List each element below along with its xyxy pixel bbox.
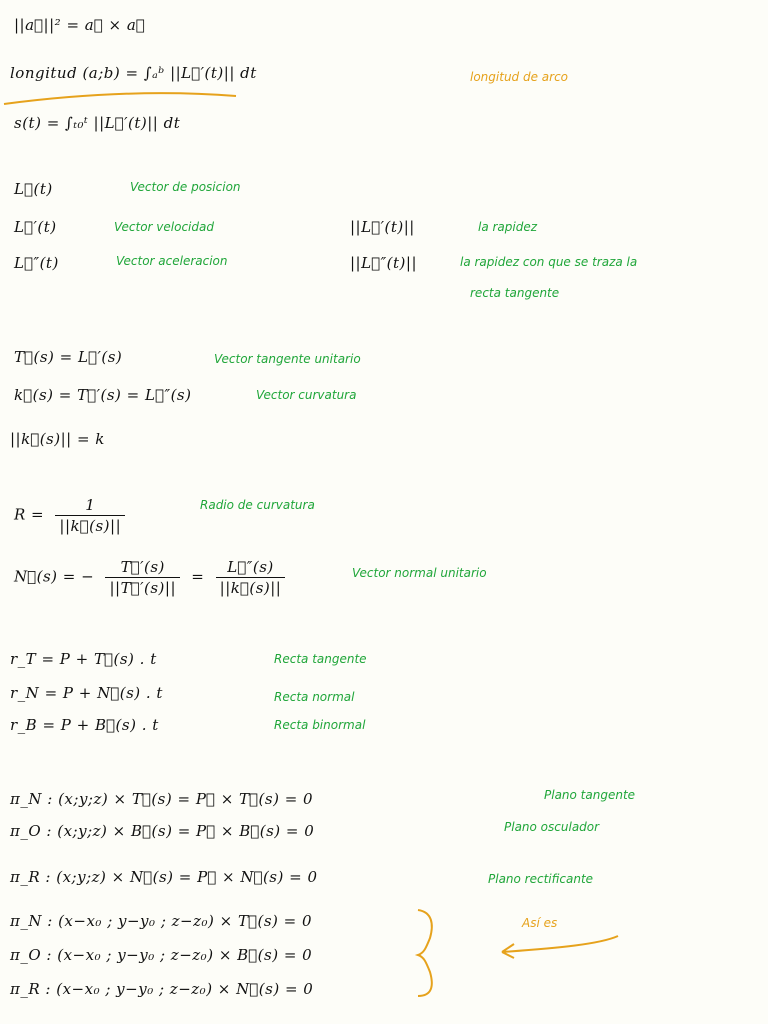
osculating-plane-formula: π_O : (x;y;z) × B⃗(s) = P⃗ × B⃗(s) = 0 [10,822,315,840]
orange-brace [418,910,432,996]
radius-note: Radio de curvatura [200,498,315,512]
unit-normal-eq: = [191,567,205,586]
radius-denominator: ||k⃗(s)|| [55,515,125,535]
speed-note: la rapidez [478,220,538,234]
normal-line-note: Recta normal [274,690,355,704]
acceleration-vector: L⃗″(t) [14,254,59,272]
unit-normal-den-1: ||T⃗′(s)|| [105,577,180,597]
arc-length-formula: longitud (a;b) = ∫ₐᵇ ||L⃗′(t)|| dt [10,64,257,82]
velocity-vector: L⃗′(t) [14,218,57,236]
acceleration-vector-note: Vector aceleracion [116,254,228,268]
unit-tangent-formula: T⃗(s) = L⃗′(s) [14,348,123,366]
curvature-norm-formula: ||k⃗(s)|| = k [10,430,105,448]
normal-plane-point-formula: π_N : (x−x₀ ; y−y₀ ; z−z₀) × T⃗(s) = 0 [10,912,313,930]
tangent-plane-note: Plano tangente [544,788,636,802]
rectifying-plane-point-formula: π_R : (x−x₀ ; y−y₀ ; z−z₀) × N⃗(s) = 0 [10,980,314,998]
asi-es-note: Así es [522,916,558,930]
arc-length-function-formula: s(t) = ∫ₜ₀ᵗ ||L⃗′(t)|| dt [14,114,181,132]
speed-norm: ||L⃗′(t)|| [350,218,415,236]
unit-normal-fraction-2 [216,558,286,597]
orange-arrow [502,936,618,958]
arc-length-note: longitud de arco [470,70,569,84]
rectifying-plane-note: Plano rectificante [488,872,594,886]
acceleration-norm: ||L⃗″(t)|| [350,254,418,272]
rectifying-plane-formula: π_R : (x;y;z) × N⃗(s) = P⃗ × N⃗(s) = 0 [10,868,318,886]
radius-formula [14,496,131,535]
unit-normal-lhs: N⃗(s) = − [14,567,95,586]
unit-normal-den-2: ||k⃗(s)|| [216,577,286,597]
tangent-line-formula: r_T = P + T⃗(s) . t [10,650,157,668]
velocity-vector-note: Vector velocidad [114,220,214,234]
tangent-line-note: Recta tangente [274,652,367,666]
tangent-speed-note-1: la rapidez con que se traza la [460,255,638,269]
radius-lhs: R = [14,505,45,524]
norm-squared-formula: ||a⃗||² = a⃗ × a⃗ [14,16,146,34]
radius-numerator: 1 [85,496,96,514]
osculating-plane-note: Plano osculador [504,820,600,834]
unit-tangent-note: Vector tangente unitario [214,352,361,366]
position-vector-note: Vector de posicion [130,180,241,194]
unit-normal-num-1: T⃗′(s) [120,558,165,576]
orange-underline [4,93,236,104]
osculating-plane-point-formula: π_O : (x−x₀ ; y−y₀ ; z−z₀) × B⃗(s) = 0 [10,946,313,964]
unit-normal-fraction-1 [105,558,180,597]
unit-normal-formula [14,558,291,597]
unit-normal-note: Vector normal unitario [352,566,487,580]
tangent-speed-note-2: recta tangente [470,286,560,300]
normal-plane-formula: π_N : (x;y;z) × T⃗(s) = P⃗ × T⃗(s) = 0 [10,790,314,808]
unit-normal-num-2: L⃗″(s) [227,558,274,576]
radius-fraction [55,496,125,535]
normal-line-formula: r_N = P + N⃗(s) . t [10,684,163,702]
curvature-vector-formula: k⃗(s) = T⃗′(s) = L⃗″(s) [14,386,192,404]
binormal-line-note: Recta binormal [274,718,366,732]
position-vector: L⃗(t) [14,180,53,198]
curvature-vector-note: Vector curvatura [256,388,357,402]
binormal-line-formula: r_B = P + B⃗(s) . t [10,716,159,734]
